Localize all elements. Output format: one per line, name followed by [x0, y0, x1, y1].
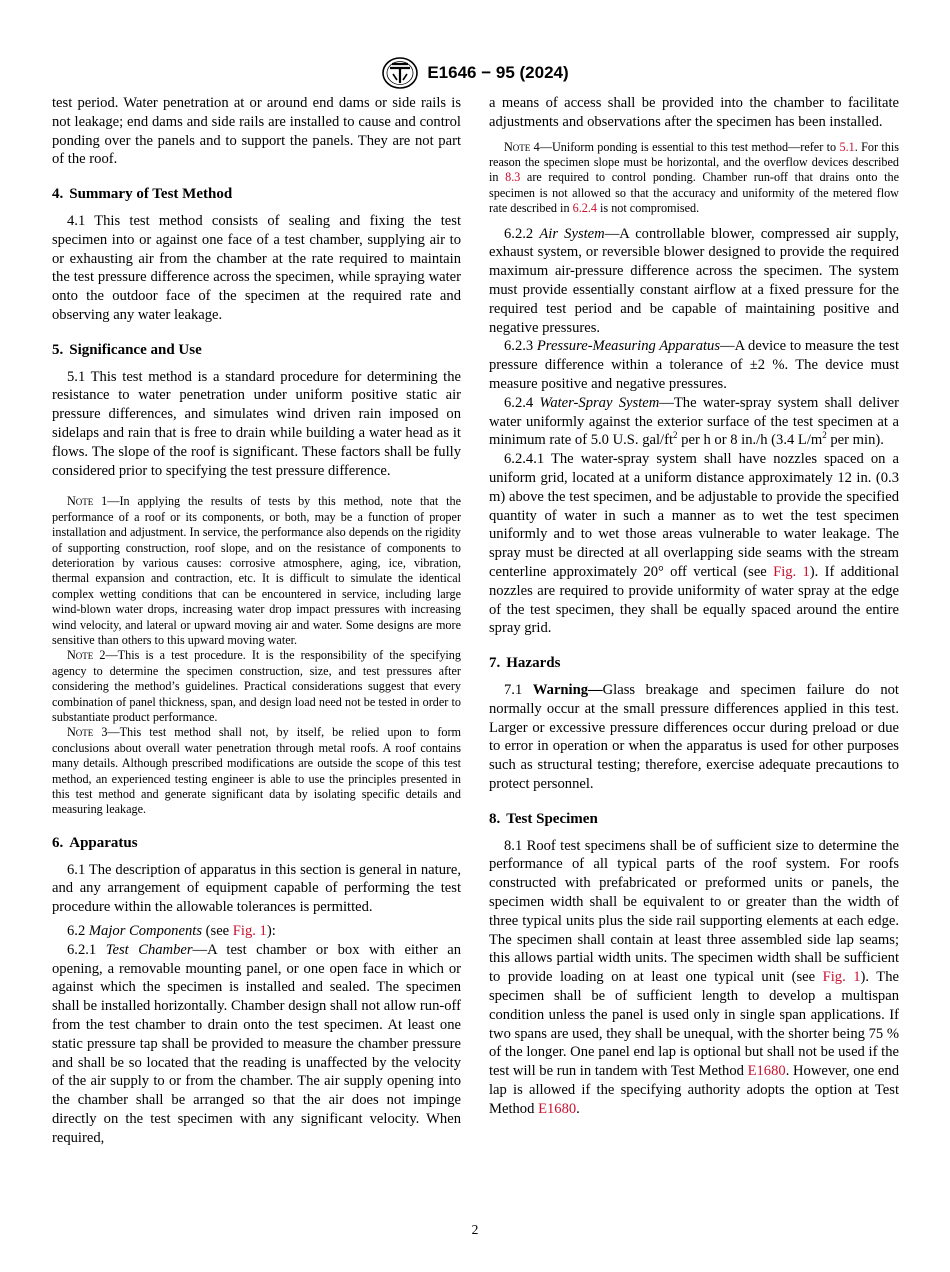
paragraph-6-2-2: 6.2.2 Air System—A controllable blower, compressed air supply, exhaust system, or reversible blower designed to provide the required maximum air-pressure difference across the specimen. The system must provide essentially constant airflow at a fixed pressure for the required test period and be capable of maintaining positive and negative pressures.: [489, 225, 900, 336]
paragraph-6-2: 6.2 Major Components (see Fig. 1):: [67, 923, 276, 940]
section-heading-6: 6. Apparatus: [52, 834, 138, 851]
page-header: [0, 56, 950, 95]
figure-1-link[interactable]: Fig. 1: [822, 969, 861, 986]
paragraph-8-1: 8.1 Roof test specimens shall be of sufficient size to determine the performance of all typical parts of the roof system. For roofs constructed with prefabricated or preformed units or panels, the specimen width shall be equivalent to or greater than the width of three typical units plus the side rail supporting elements at each edge. The specimen shall contain at least three assembled side lap seams; this allows partial width units. The specimen width shall be sufficient to provide loading on at least one typical unit (see Fig. 1). The specimen shall be of sufficient length to develop a multispan condition unless the panel is used only in single span applications. If two spans are used, they shall be unequal, with the shorter being 75 % of the longer. One panel end lap is optional but shall not be used if the test will be run in tandem with Test Method E1680. However, one end lap is allowed if the specifying authority adopts the option at Test Method E1680.: [489, 837, 899, 1117]
paragraph-6-2-1: 6.2.1 Test Chamber—A test chamber or box with either an opening, a removable mounting panel, or one open face in which or against which the specimen is installed and sealed. The specimen shall be installed horizontally. Chamber design shall not allow run-off from the test chamber to drain onto the test specimen. At least one static pressure tap shall be provided to measure the chamber pressure and shall be so located that the reading is unaffected by the velocity of the air supply to or from the chamber. The air supply opening into the chamber shall be arranged so that the air does not impinge directly on the test specimen with any significant velocity. When required,: [52, 941, 461, 1146]
paragraph-6-2-3: 6.2.3 Pressure-Measuring Apparatus—A device to measure the test pressure difference within a tolerance of ±2 %. The device must measure positive and negative pressures.: [489, 338, 899, 392]
figure-1-link[interactable]: Fig. 1: [232, 923, 267, 940]
standard-designation: E1646 − 95 (2024): [427, 63, 569, 82]
section-heading-4: 4. Summary of Test Method: [52, 186, 233, 203]
e1680-link[interactable]: E1680: [747, 1063, 786, 1080]
continued-paragraph-right: a means of access shall be provided into the chamber to facilitate adjustments and observations after the specimen has been installed.: [489, 95, 899, 130]
e1680-link[interactable]: E1680: [538, 1100, 577, 1117]
section-heading-5: 5. Significance and Use: [52, 341, 202, 358]
paragraph-6-2-4: 6.2.4 Water-Spray System—The water-spray system shall deliver water uniformly against the exterior surface of the test specimen at a minimum rate of 5.0 U.S. gal/$ft^2$ per h or 8 in./h (3.4 $L/m^2$ per min).: [489, 394, 899, 449]
paragraph-4-1: 4.1 This test method consists of sealing and fixing the test specimen into or against one face of a test chamber, supplying air to or exhausting air from the chamber at the rate required to maintain the test pressure difference across the specimen, while spraying water onto the outdoor face of the specimen at the required rate and observing any water leakage.: [52, 212, 461, 323]
section-5-1-link[interactable]: 5.1: [839, 139, 855, 154]
paragraph-6-1: 6.1 The description of apparatus in this section is general in nature, and any arrangement of equipment capable of performing the test procedure within the allowable tolerances is permitted.: [52, 861, 461, 916]
section-8-3-link[interactable]: 8.3: [505, 170, 521, 185]
section-heading-8: 8. Test Specimen: [489, 810, 598, 827]
note-2: Note 2—This is a test procedure. It is the responsibility of the specifying agency to determine the specimen construction, size, and test pressures after considering the method’s guidelines. Practical considerations suggest that every combination of panel thickness, span, and design load need not be tested in order to substantiate product performance.: [52, 648, 461, 725]
section-6-2-4-link[interactable]: 6.2.4: [572, 201, 597, 216]
paragraph-7-1: 7.1 Warning—Glass breakage and specimen failure do not normally occur at the small pressure differences applied in this test. Larger or excessive pressure differences occur during preload or due to error in operation or when the apparatus is used for other purposes such as structural testing; therefore, exercise adequate precautions to protect personnel.: [489, 681, 899, 792]
note-1: Note 1—In applying the results of tests by this method, note that the performance of a roof or its components, or both, may be a function of proper installation and adjustment. In service, the performance also depends on the rigidity of supporting construction, roof slope, and on the resistance of components to deterioration by various causes: corrosive atmosphere, aging, ice, vibration, thermal expansion and contraction, etc. It is difficult to simulate the identical complex wetting conditions that can be encountered in service, including large wind-blown water drops, increasing water drop impact pressures with increasing wind velocity, and lateral or upward moving air and water. Some designs are more sensitive than others to this upward moving water.: [52, 494, 462, 647]
paragraph-6-2-4-1: 6.2.4.1 The water-spray system shall have nozzles spaced on a uniform grid, located at a uniform distance approximately 12 in. (0.3 m) above the test specimen, and be adjustable to provide the specified quantity of water in such a manner as to wet the test specimen uniformly and to wet those areas vulnerable to water leakage. The spray must be directed at all overlapping side seams with the stream centerline approximately 20° off vertical (see Fig. 1). If additional nozzles are required to provide uniformity of water spray at the edge of the test specimen, they shall be equally spaced around the entire spray grid.: [489, 451, 899, 637]
astm-logo-icon: [381, 56, 419, 90]
left-column: [52, 94, 461, 1148]
figure-1-link[interactable]: Fig. 1: [773, 563, 810, 580]
page-number: 2: [471, 1222, 479, 1237]
continued-paragraph: test period. Water penetration at or around end dams or side rails is not leakage; end dams and side rails are installed to cause and control ponding over the panels and to support the panels. They are not part of the roof.: [52, 95, 461, 168]
note-4: Note 4—Uniform ponding is essential to this test method—refer to 5.1. For this reason the specimen slope must be horizontal, and the overflow devices described in 8.3 are required to control ponding. Chamber run-off that drains onto the specimen is not allowed so that the accuracy and uniformity of the metered flow rate described in 6.2.4 is not compromised.: [489, 139, 900, 216]
right-column: [489, 94, 899, 1118]
section-heading-7: 7. Hazards: [489, 655, 561, 672]
note-3: Note 3—This test method shall not, by itself, be relied upon to form conclusions about overall water penetration through metal roofs. A roof contains many details. Although prescribed modifications are outside the scope of this test method, an experienced testing engineer is able to use the principles presented in this test method and generate significant data by isolating specific details and measuring leakage.: [52, 725, 462, 817]
paragraph-5-1: 5.1 This test method is a standard procedure for determining the resistance to water penetration under uniform positive static air pressure differences, and simulates wind driven rain imposed on sidelaps and rain that is free to drain while building a water head as it flows. The slope of the roof is significant. These factors shall be fully considered prior to specifying the test pressure difference.: [52, 368, 461, 479]
